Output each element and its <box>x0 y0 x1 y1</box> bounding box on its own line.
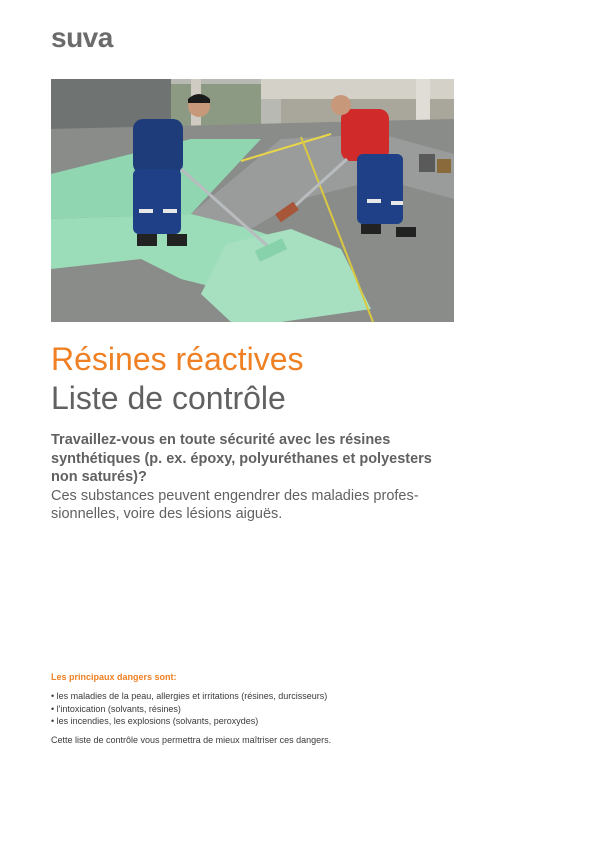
dangers-list <box>51 690 327 728</box>
list-item: • les maladies de la peau, allergies et irritations (résines, durcisseurs) <box>51 690 327 703</box>
document-title: Résines réactives <box>51 341 304 377</box>
list-item: • les incendies, les explosions (solvants, peroxydes) <box>51 715 327 728</box>
suva-logo: suva <box>51 22 113 53</box>
hero-photo <box>51 79 454 322</box>
list-item: • l'intoxication (solvants, résines) <box>51 703 327 716</box>
closing-sentence: Cette liste de contrôle vous permettra de mieux maîtriser ces dangers. <box>51 735 332 745</box>
document-subtitle: Liste de contrôle <box>51 380 286 416</box>
intro-statement: Ces substances peuvent engendrer des maladies profes-sionnelles, voire des lésions aiguës. <box>51 487 419 522</box>
dangers-heading: Les principaux dangers sont: <box>51 672 177 682</box>
intro-question: Travaillez-vous en toute sécurité avec les résines synthétiques (p. ex. époxy, polyuréthanes et polyesters non saturés)? <box>51 432 432 485</box>
intro-paragraph <box>51 431 451 524</box>
